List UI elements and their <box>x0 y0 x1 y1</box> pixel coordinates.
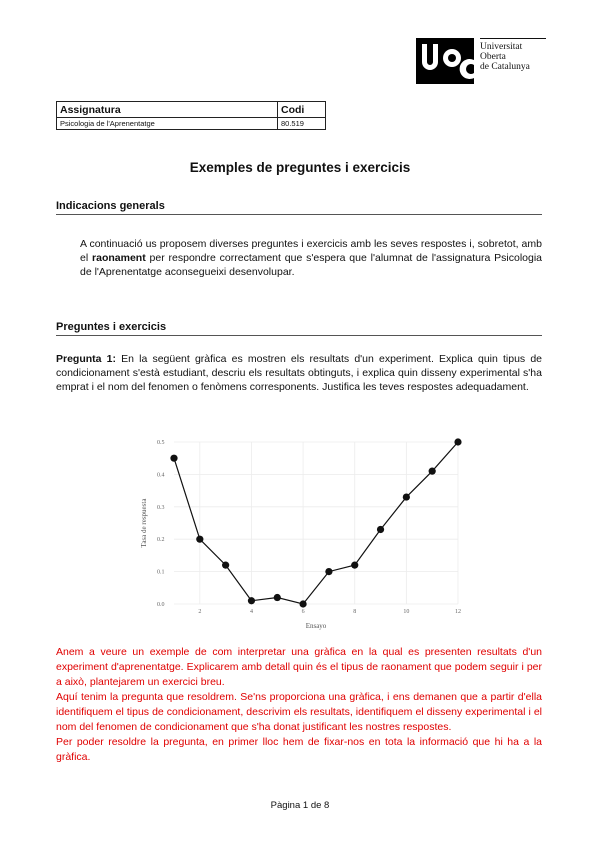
data-point <box>222 562 229 569</box>
x-axis-label: Ensayo <box>305 622 327 630</box>
logo-rule <box>480 38 546 39</box>
x-tick-label: 10 <box>403 609 410 615</box>
x-tick-label: 2 <box>198 609 202 615</box>
document-title: Exemples de preguntes i exercicis <box>189 160 411 175</box>
answer-text <box>56 645 542 765</box>
section-heading-general: Indicacions generals <box>56 200 542 215</box>
data-point <box>325 568 332 575</box>
data-point <box>454 438 461 445</box>
uoc-logo <box>416 38 546 86</box>
data-point <box>248 597 255 604</box>
logo-name: Universitat Oberta de Catalunya <box>480 42 530 72</box>
data-point <box>299 600 306 607</box>
x-tick-label: 6 <box>301 609 305 615</box>
question-1-text: Pregunta 1: En la següent gràfica es mostren els resultats d'un experiment. Explica quin tipus de condicionament s'està estudiant, descriu els resultats obtinguts, i explica quin disseny experimental s'ha emprat i el nom del fenomen o fenòmens corresponents. Justifica les teves respostes adequadament. <box>56 353 542 393</box>
experiment-chart <box>140 432 470 632</box>
y-tick-label: 0.1 <box>157 569 165 576</box>
data-point <box>351 562 358 569</box>
data-point <box>429 468 436 475</box>
x-tick-label: 4 <box>249 609 253 615</box>
data-point <box>377 526 384 533</box>
answer-paragraph: Anem a veure un exemple de com interpretar una gràfica en la qual es presenten resultats d'un experiment d'aprenentatge. Explicarem amb detall quin és el tipus de raonament que podem seguir i per a això, plantejarem un exercici breu. <box>56 646 542 688</box>
y-tick-label: 0.4 <box>157 472 165 479</box>
y-axis-label: Tasa de respuesta <box>140 498 148 548</box>
series-line <box>174 442 458 604</box>
course-info-table <box>56 101 326 130</box>
x-tick-label: 8 <box>353 609 357 615</box>
general-indications-text: A continuació us proposem diverses preguntes i exercicis amb les seves respostes i, sobretot, amb el raonament per respondre correctament que s'espera que l'alumnat de l'assignatura Psicologia de l'Aprenentatge aconsegueixi desenvolupar. <box>80 238 543 278</box>
code-value: 80.519 <box>278 118 326 130</box>
y-tick-label: 0.3 <box>157 504 165 511</box>
data-point <box>403 493 410 500</box>
y-tick-label: 0.0 <box>157 602 165 608</box>
subject-header: Assignatura <box>57 102 278 118</box>
data-point <box>196 536 203 543</box>
data-point <box>274 594 281 601</box>
answer-paragraph: Aquí tenim la pregunta que resoldrem. Se'ns proporciona una gràfica, i ens demanen que a partir d'ella identifiquem el tipus de condicionament, descrivim els resultats, identifiquem el disseny experimental i el nom del fenomen de condicionament que s'ha donat justificant les nostres respostes. <box>56 691 542 733</box>
section-heading-questions: Preguntes i exercicis <box>56 321 542 336</box>
data-point <box>170 455 177 462</box>
page-number: Pàgina 1 de 8 <box>270 800 330 811</box>
y-tick-label: 0.5 <box>157 440 165 446</box>
x-tick-label: 12 <box>455 609 461 615</box>
code-header: Codi <box>278 102 326 118</box>
uoc-logo-mark <box>416 38 474 84</box>
subject-value: Psicologia de l'Aprenentatge <box>57 118 278 130</box>
y-tick-label: 0.2 <box>157 537 165 544</box>
answer-paragraph: Per poder resoldre la pregunta, en primer lloc hem de fixar-nos en tota la informació que hi ha a la gràfica. <box>56 736 542 763</box>
